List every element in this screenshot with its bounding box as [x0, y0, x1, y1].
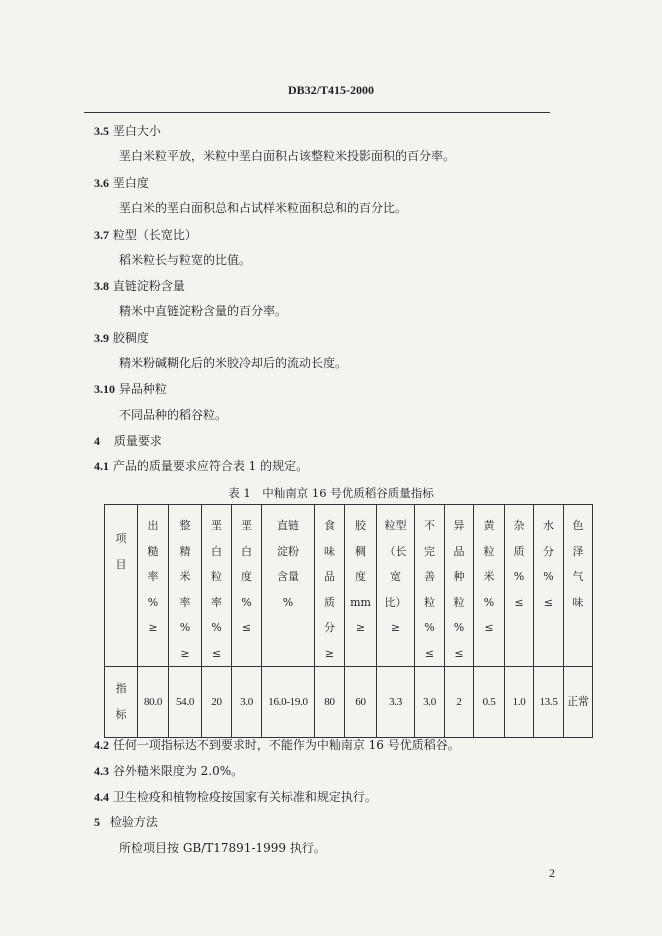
header-cell — [232, 505, 262, 667]
header-char: 率 — [179, 595, 191, 609]
header-char: 稠 — [355, 544, 366, 558]
header-char: 善 — [424, 570, 435, 583]
clause-number: 4.4 — [94, 790, 109, 804]
section-title: 垩白度 — [112, 176, 149, 190]
header-char: 色 — [572, 519, 584, 532]
section-number: 3.9 — [94, 331, 109, 345]
header-cell — [169, 505, 202, 667]
clause-number: 4.3 — [94, 764, 109, 778]
quality-table — [104, 504, 593, 738]
clause — [94, 458, 308, 474]
header-char: ≤ — [514, 595, 524, 609]
section-body: 不同品种的稻谷粒。 — [119, 408, 228, 422]
header-char: 粒 — [424, 595, 435, 609]
header-char: 淀粉 — [277, 544, 299, 558]
section-heading — [94, 227, 197, 243]
header-char: 比） — [384, 595, 407, 609]
header-char: % — [453, 621, 465, 634]
header-cell — [474, 505, 505, 667]
header-char: % — [483, 595, 495, 609]
header-cell — [415, 505, 445, 667]
section-heading — [94, 381, 167, 397]
clause-text: 产品的质量要求应符合表 1 的规定。 — [112, 459, 309, 473]
value-cell: 3.3 — [377, 667, 415, 738]
section-heading — [94, 433, 162, 449]
clause-text: 任何一项指标达不到要求时，不能作为中籼南京 16 号优质稻谷。 — [112, 738, 460, 752]
header-char: 整 — [179, 519, 191, 532]
header-char: 异 — [453, 519, 465, 532]
section-title: 检验方法 — [109, 815, 158, 829]
value-cell: 正常 — [564, 667, 593, 738]
section-heading — [94, 278, 185, 294]
table-row — [105, 667, 593, 738]
header-char: 项 — [115, 532, 127, 545]
header-char: ≥ — [355, 621, 366, 634]
header-cell-item — [105, 505, 138, 667]
table-header-row — [105, 505, 593, 667]
section-heading — [94, 814, 158, 830]
clause-number: 4.2 — [94, 738, 109, 752]
header-char: 白 — [241, 544, 252, 558]
section-number: 3.6 — [94, 176, 109, 190]
header-char: ≤ — [484, 621, 494, 634]
header-char: % — [282, 595, 294, 609]
header-char: ≥ — [148, 621, 158, 634]
header-char: 气 — [572, 570, 584, 583]
header-char: % — [543, 570, 554, 583]
header-char: ≥ — [324, 646, 335, 660]
header-char: 品 — [324, 570, 335, 583]
header-char: ≤ — [241, 621, 252, 634]
header-char: （长 — [384, 544, 407, 558]
section-number: 3.7 — [94, 228, 109, 242]
section-title: 胶稠度 — [112, 331, 149, 345]
header-cell — [534, 505, 564, 667]
clause — [94, 763, 243, 779]
header-char: 白 — [211, 544, 222, 558]
section-heading — [94, 175, 149, 191]
section-number: 4 — [94, 434, 100, 448]
header-char: 杂 — [513, 519, 525, 532]
section-number: 3.10 — [94, 382, 115, 396]
header-char: 粒型 — [384, 519, 407, 532]
value-cell: 2 — [445, 667, 474, 738]
section-heading — [94, 123, 161, 139]
header-char: 味 — [324, 544, 335, 558]
header-char: 黄 — [483, 519, 495, 532]
header-char: 直链 — [277, 519, 299, 532]
header-cell — [138, 505, 169, 667]
value-cell: 1.0 — [505, 667, 534, 738]
header-char: 垩 — [211, 519, 222, 532]
header-char: 完 — [424, 544, 435, 558]
value-cell: 80 — [315, 667, 345, 738]
header-cell — [345, 505, 377, 667]
header-char: 质 — [324, 595, 335, 609]
table-caption: 表 1 中籼南京 16 号优质稻谷质量指标 — [228, 486, 434, 500]
section-number: 5 — [94, 815, 100, 829]
value-cell: 80.0 — [138, 667, 169, 738]
header-char: ≥ — [390, 621, 401, 634]
section-title: 直链淀粉含量 — [112, 279, 185, 293]
row-label-char: 指 — [115, 682, 127, 695]
page-number: 2 — [549, 866, 555, 880]
header-char: 泽 — [572, 544, 584, 558]
section-body: 稻米粒长与粒宽的比值。 — [119, 253, 252, 267]
header-char: 不 — [424, 519, 435, 532]
header-char: 米 — [483, 570, 495, 583]
section-title: 质量要求 — [113, 434, 162, 448]
clause — [94, 789, 377, 805]
header-char: 含量 — [277, 570, 299, 583]
section-number: 3.8 — [94, 279, 109, 293]
header-char: ≤ — [543, 595, 554, 609]
header-char: mm — [350, 595, 371, 609]
header-char: % — [241, 595, 252, 609]
section-title: 垩白大小 — [112, 124, 161, 138]
header-char: 度 — [241, 570, 252, 583]
header-char: % — [211, 621, 222, 634]
header-char: 垩 — [241, 519, 252, 532]
value-cell: 13.5 — [534, 667, 564, 738]
header-char: 目 — [115, 557, 127, 571]
clause-text: 谷外糙米限度为 2.0%。 — [112, 764, 244, 778]
header-char: 粒 — [453, 595, 465, 609]
header-char: % — [513, 570, 525, 583]
section-body: 所检项目按 GB/T17891-1999 执行。 — [119, 841, 326, 855]
header-char: 分 — [543, 544, 554, 558]
header-cell — [262, 505, 315, 667]
value-cell: 20 — [202, 667, 232, 738]
section-heading — [94, 330, 149, 346]
header-char: 精 — [179, 544, 191, 558]
header-char: 品 — [453, 544, 465, 558]
header-cell — [377, 505, 415, 667]
header-char: % — [147, 595, 159, 609]
value-cell: 3.0 — [415, 667, 445, 738]
header-cell — [445, 505, 474, 667]
header-cell — [505, 505, 534, 667]
section-title: 异品种粒 — [118, 382, 167, 396]
header-cell — [202, 505, 232, 667]
header-char: ≥ — [180, 646, 190, 660]
row-label-cell — [105, 667, 138, 738]
clause-text: 卫生检疫和植物检疫按国家有关标准和规定执行。 — [112, 790, 377, 804]
header-char: 质 — [513, 544, 525, 558]
section-body: 垩白米粒平放，米粒中垩白面积占该整粒米投影面积的百分率。 — [119, 149, 456, 163]
header-char: 率 — [147, 570, 159, 583]
value-cell: 0.5 — [474, 667, 505, 738]
header-char: ≤ — [211, 646, 222, 660]
value-cell: 54.0 — [169, 667, 202, 738]
standard-code: DB32/T415-2000 — [287, 83, 374, 97]
header-char: 分 — [324, 621, 335, 634]
header-char: 粒 — [211, 570, 222, 583]
header-rule — [84, 112, 550, 113]
header-char: 味 — [572, 595, 584, 609]
header-char: 食 — [324, 519, 335, 532]
header-char: 率 — [211, 595, 222, 609]
section-title: 粒型（长宽比） — [112, 228, 197, 242]
header-char: % — [424, 621, 435, 634]
header-char: 胶 — [355, 519, 366, 532]
header-char: 粒 — [483, 544, 495, 558]
value-cell: 60 — [345, 667, 377, 738]
section-number: 3.5 — [94, 124, 109, 138]
row-label-char: 标 — [115, 708, 127, 721]
header-char: 米 — [179, 570, 191, 583]
header-char: ≤ — [454, 646, 464, 660]
clause — [94, 737, 460, 753]
section-body: 垩白米的垩白面积总和占试样米粒面积总和的百分比。 — [119, 201, 408, 215]
section-body: 精米粉碱糊化后的米胶冷却后的流动长度。 — [119, 356, 348, 370]
header-char: ≤ — [424, 646, 435, 660]
header-char: 度 — [355, 570, 366, 583]
header-char: 种 — [453, 570, 465, 583]
clause-number: 4.1 — [94, 459, 109, 473]
header-char: % — [179, 621, 191, 634]
header-char: 水 — [543, 519, 554, 532]
header-cell — [564, 505, 593, 667]
section-body: 精米中直链淀粉含量的百分率。 — [119, 304, 288, 318]
header-char: 宽 — [390, 570, 401, 583]
header-char: 糙 — [147, 544, 159, 558]
value-cell: 16.0-19.0 — [262, 667, 315, 738]
header-cell — [315, 505, 345, 667]
header-char: 出 — [147, 519, 159, 532]
value-cell: 3.0 — [232, 667, 262, 738]
